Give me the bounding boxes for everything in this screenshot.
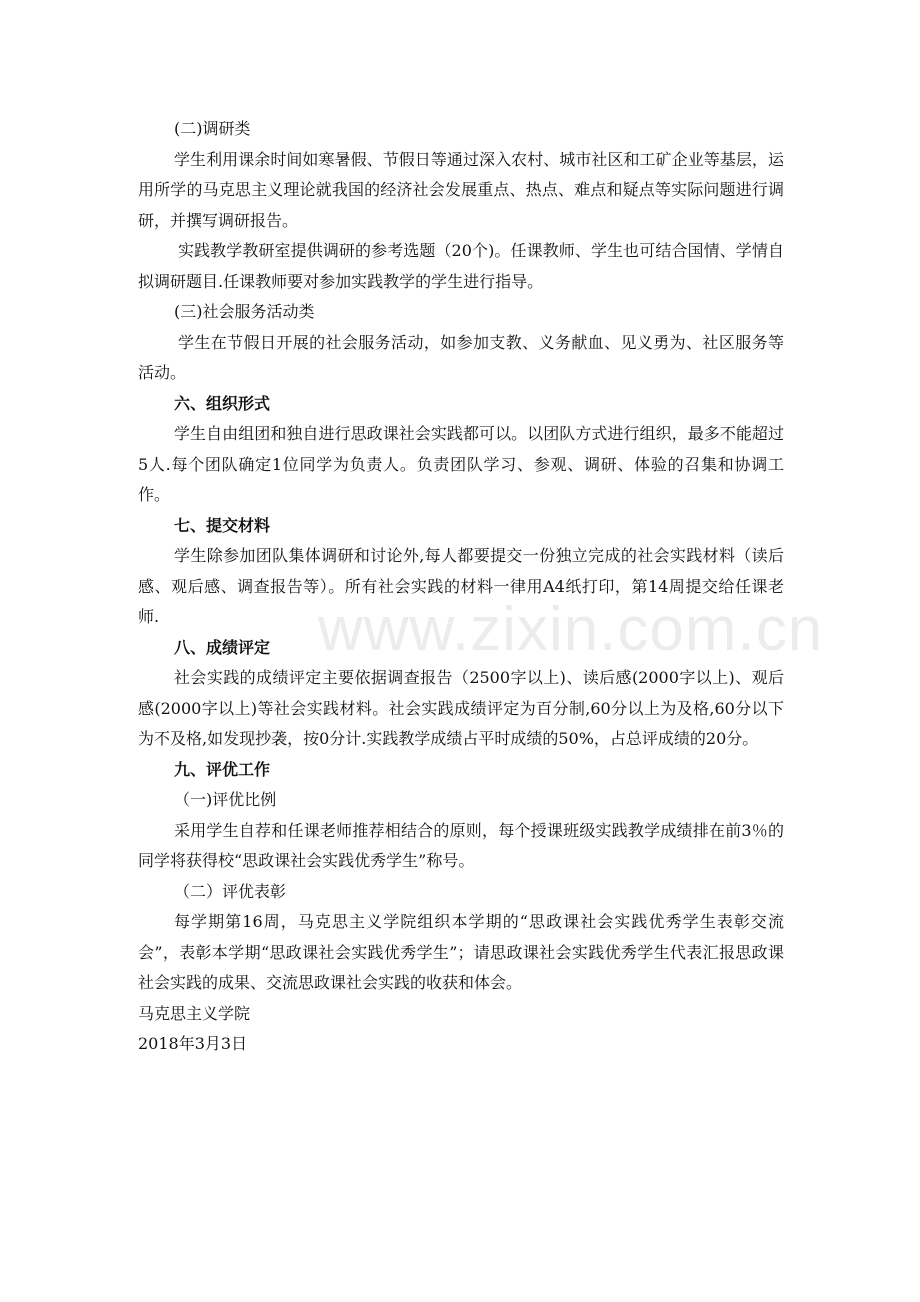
- paragraph: 学生除参加团队集体调研和讨论外,每人都要提交一份独立完成的社会实践材料（读后感、观后感、调查报告等）。所有社会实践的材料一律用A4纸打印，第14周提交给任课老师.: [138, 546, 784, 626]
- subsection-heading: （二）评优表彰: [174, 881, 287, 901]
- paragraph: 采用学生自荐和任课老师推荐相结合的原则，每个授课班级实践教学成绩排在前3％的同学将获得校“思政课社会实践优秀学生”称号。: [138, 820, 784, 870]
- signature-org: 马克思主义学院: [138, 1003, 251, 1023]
- section-heading: 六、组织形式: [174, 393, 271, 413]
- paragraph: 学生在节假日开展的社会服务活动，如参加支教、义务献血、见义勇为、社区服务等活动。: [138, 332, 784, 382]
- subsection-heading: （一)评优比例: [174, 790, 277, 809]
- paragraph: 学生自由组团和独自进行思政课社会实践都可以。以团队方式进行组织，最多不能超过5人.每个团队确定1位同学为负责人。负责团队学习、参观、调研、体验的召集和协调工作。: [138, 424, 784, 504]
- document-body: [138, 114, 784, 1060]
- subsection-heading: (三)社会服务活动类: [174, 302, 315, 321]
- watermark: www.zixin.com.cn: [318, 595, 824, 664]
- paragraph: 每学期第16周，马克思主义学院组织本学期的“思政课社会实践优秀学生表彰交流会”，表彰本学期“思政课社会实践优秀学生”；请思政课社会实践优秀学生代表汇报思政课社会实践的成果、交流思政课社会实践的收获和体会。: [138, 912, 784, 992]
- subsection-heading: (二)调研类: [174, 119, 251, 138]
- section-heading: 七、提交材料: [174, 515, 271, 535]
- paragraph: 社会实践的成绩评定主要依据调查报告（2500字以上)、读后感(2000字以上)、观后感(2000字以上)等社会实践材料。社会实践成绩评定为百分制,60分以上为及格,60分以下为不及格,如发现抄袭，按0分计.实践教学成绩占平时成绩的50%，占总评成绩的20分。: [138, 668, 784, 748]
- section-heading: 九、评优工作: [174, 759, 271, 779]
- signature-date: 2018年3月3日: [138, 1034, 248, 1053]
- section-heading: 八、成绩评定: [174, 637, 271, 657]
- paragraph: 学生利用课余时间如寒暑假、节假日等通过深入农村、城市社区和工矿企业等基层，运用所学的马克思主义理论就我国的经济社会发展重点、热点、难点和疑点等实际问题进行调研，并撰写调研报告。: [138, 149, 784, 230]
- paragraph: 实践教学教研室提供调研的参考选题（20个)。任课教师、学生也可结合国情、学情自拟调研题目.任课教师要对参加实践教学的学生进行指导。: [138, 241, 784, 291]
